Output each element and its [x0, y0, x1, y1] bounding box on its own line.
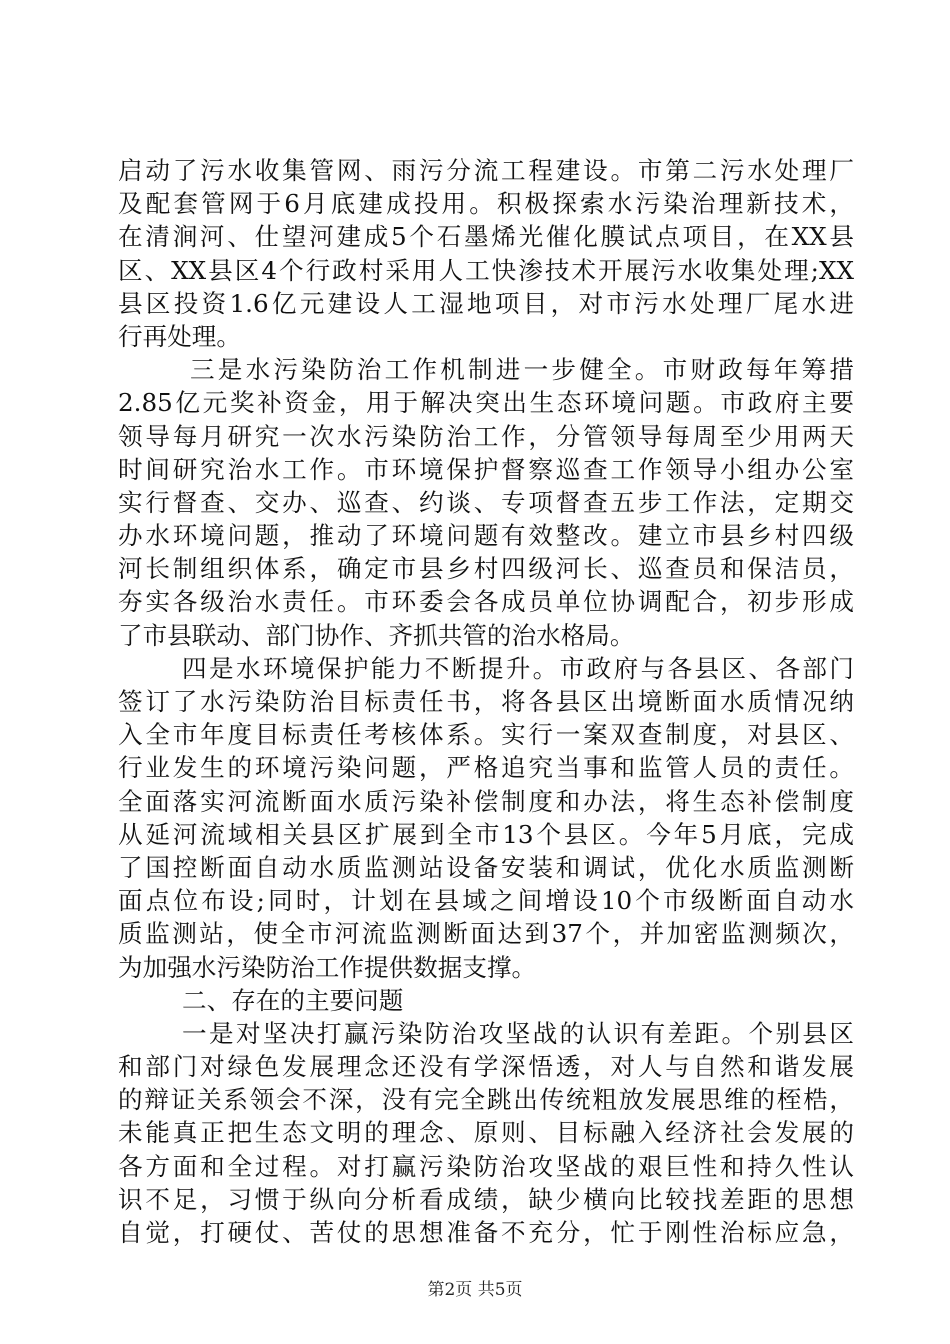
text-line: 在清涧河、仕望河建成5个石墨烯光催化膜试点项目，在XX县	[118, 222, 854, 252]
text-line: 为加强水污染防治工作提供数据支撑。	[118, 952, 537, 982]
text-line: 区、XX县区4个行政村采用人工快渗技术开展污水收集处理;XX	[118, 255, 854, 285]
document-body	[118, 154, 854, 1249]
text-line: 领导每月研究一次水污染防治工作，分管领导每周至少用两天	[118, 421, 854, 451]
text-line: 2.85亿元奖补资金，用于解决突出生态环境问题。市政府主要	[118, 388, 854, 418]
paragraph-first-line: 三是水污染防治工作机制进一步健全。市财政每年筹措	[190, 355, 854, 385]
text-line: 行再处理。	[118, 321, 241, 351]
text-line: 了国控断面自动水质监测站设备安装和调试，优化水质监测断	[118, 852, 854, 882]
text-line: 的辩证关系领会不深，没有完全跳出传统粗放发展思维的桎梏，	[118, 1085, 854, 1115]
paragraph-first-line: 一是对坚决打赢污染防治攻坚战的认识有差距。个别县区	[182, 1018, 854, 1048]
text-line: 从延河流域相关县区扩展到全市13个县区。今年5月底，完成	[118, 819, 854, 849]
text-line: 各方面和全过程。对打赢污染防治攻坚战的艰巨性和持久性认	[118, 1151, 854, 1181]
text-line: 行业发生的环境污染问题，严格追究当事和监管人员的责任。	[118, 753, 854, 783]
text-line: 时间研究治水工作。市环境保护督察巡查工作领导小组办公室	[118, 454, 854, 484]
text-line: 夯实各级治水责任。市环委会各成员单位协调配合，初步形成	[118, 587, 854, 617]
text-line: 县区投资1.6亿元建设人工湿地项目，对市污水处理厂尾水进	[118, 288, 854, 318]
text-line: 入全市年度目标责任考核体系。实行一案双查制度，对县区、	[118, 720, 854, 750]
text-line: 质监测站，使全市河流监测断面达到37个，并加密监测频次，	[118, 919, 854, 949]
text-line: 实行督查、交办、巡查、约谈、专项督查五步工作法，定期交	[118, 487, 854, 517]
text-line: 全面落实河流断面水质污染补偿制度和办法，将生态补偿制度	[118, 786, 854, 816]
page-number-footer: 第2页 共5页	[427, 1280, 523, 1300]
section-heading: 二、存在的主要问题	[182, 985, 404, 1015]
text-line: 和部门对绿色发展理念还没有学深悟透，对人与自然和谐发展	[118, 1052, 854, 1082]
text-line: 识不足，习惯于纵向分析看成绩，缺少横向比较找差距的思想	[118, 1184, 854, 1214]
text-line: 河长制组织体系，确定市县乡村四级河长、巡查员和保洁员，	[118, 554, 854, 584]
text-line: 启动了污水收集管网、雨污分流工程建设。市第二污水处理厂	[118, 156, 854, 185]
paragraph-first-line: 四是水环境保护能力不断提升。市政府与各县区、各部门	[182, 653, 854, 683]
text-line: 了市县联动、部门协作、齐抓共管的治水格局。	[118, 620, 635, 650]
text-line: 自觉，打硬仗、苦仗的思想准备不充分，忙于刚性治标应急，	[118, 1218, 854, 1247]
text-line: 签订了水污染防治目标责任书，将各县区出境断面水质情况纳	[118, 687, 854, 716]
text-line: 面点位布设;同时，计划在县域之间增设10个市级断面自动水	[118, 886, 854, 916]
text-line: 及配套管网于6月底建成投用。积极探索水污染治理新技术，	[118, 189, 854, 219]
text-line: 办水环境问题，推动了环境问题有效整改。建立市县乡村四级	[118, 521, 854, 551]
text-line: 未能真正把生态文明的理念、原则、目标融入经济社会发展的	[118, 1118, 854, 1148]
